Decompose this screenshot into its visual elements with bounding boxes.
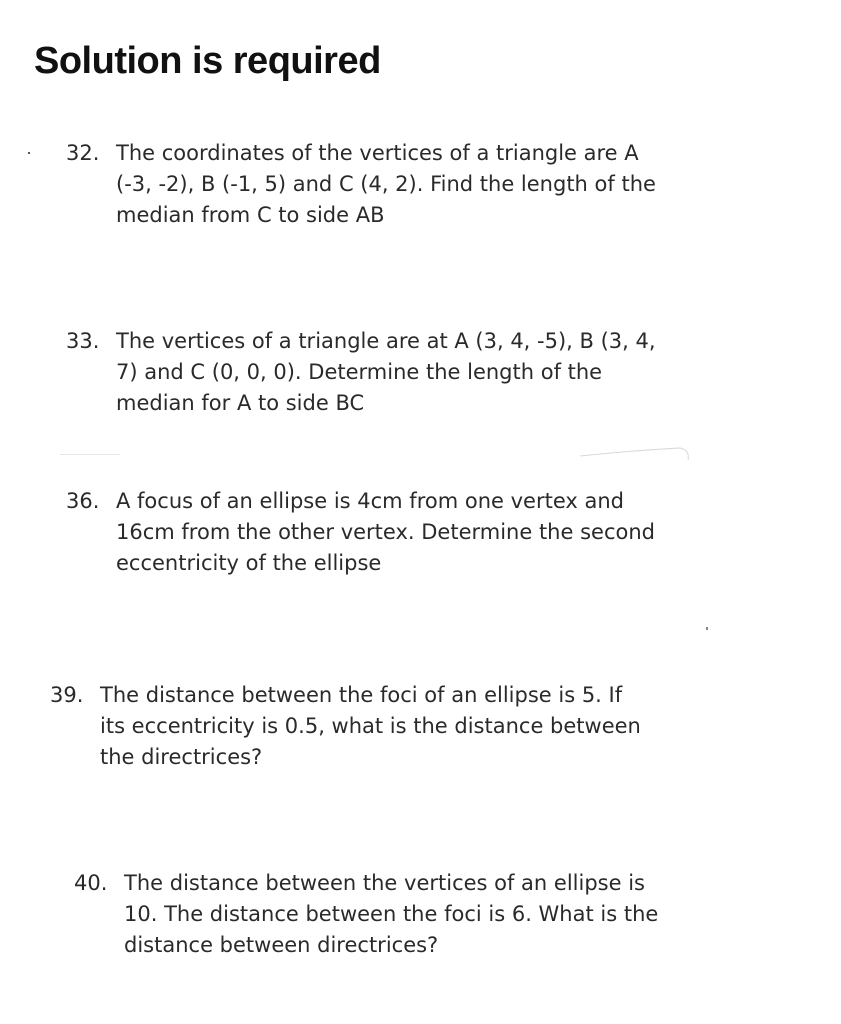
- page-title: Solution is required: [34, 40, 381, 82]
- scan-artifact-curve: [580, 442, 692, 462]
- problem-text: The distance between the vertices of an ellipse is 10. The distance between the foci is 6. What is the distance between directrices?: [124, 871, 659, 957]
- problem-number: 40.: [74, 871, 108, 895]
- scan-artifact-line: [60, 454, 120, 455]
- problem-text: A focus of an ellipse is 4cm from one vertex and 16cm from the other vertex. Determine the second eccentricity of the ellipse: [116, 489, 655, 575]
- problem-item: [66, 326, 686, 419]
- problem-item: [50, 680, 662, 773]
- problem-item: [66, 138, 686, 231]
- problem-item: [66, 486, 686, 579]
- problem-text: The vertices of a triangle are at A (3, 4, -5), B (3, 4, 7) and C (0, 0, 0). Determine the length of the median for A to side BC: [116, 329, 656, 415]
- problem-item: [74, 868, 686, 961]
- scan-artifact-dot: [28, 152, 30, 154]
- problem-text: The coordinates of the vertices of a triangle are A (-3, -2), B (-1, 5) and C (4, 2). Find the length of the median from C to side AB: [116, 141, 656, 227]
- problem-number: 39.: [50, 683, 84, 707]
- problem-text: The distance between the foci of an ellipse is 5. If its eccentricity is 0.5, what is the distance between the directrices?: [100, 683, 641, 769]
- scan-artifact-mark: [706, 627, 708, 630]
- problem-number: 33.: [66, 329, 100, 353]
- problem-number: 32.: [66, 141, 100, 165]
- problem-number: 36.: [66, 489, 100, 513]
